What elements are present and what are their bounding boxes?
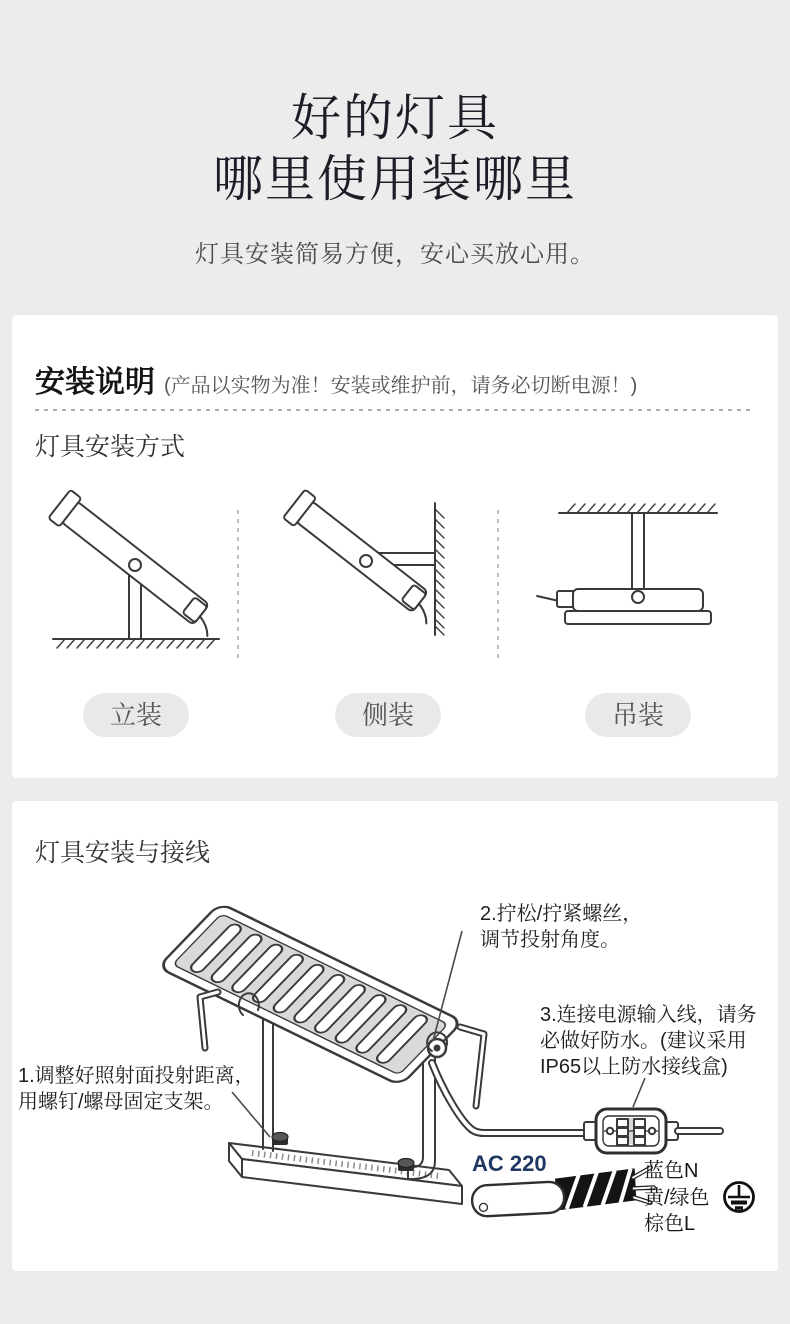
wire-brown-label: 棕色L — [644, 1213, 696, 1235]
install-card-title: 安装说明 — [35, 366, 155, 399]
page-header — [0, 0, 790, 269]
mount-section-title: 灯具安装方式 — [35, 433, 186, 461]
wire-blue-label: 蓝色N — [644, 1160, 699, 1182]
dashed-divider — [35, 409, 755, 411]
method-pill-wall — [335, 693, 441, 737]
step3-note: 3.连接电源输入线，请务 必做好防水。(建议采用 IP65以上防水接线盒) — [540, 1004, 757, 1078]
column-divider — [497, 510, 499, 662]
ground-icon — [725, 1183, 754, 1212]
install-card-note: (产品以实物为准！安装或维护前，请务必切断电源！) — [164, 375, 638, 397]
method-pill-pole — [83, 693, 189, 737]
page-title-line1: 好的灯具 — [291, 90, 499, 146]
step2-note: 2.拧松/拧紧螺丝， 调节投射角度。 — [480, 903, 643, 951]
leader-line-step3 — [633, 1078, 645, 1107]
install-card — [12, 315, 778, 778]
page-subtitle: 灯具安装简易方便，安心买放心用。 — [195, 241, 595, 268]
method-label: 侧装 — [361, 700, 415, 730]
method-label: 吊装 — [611, 700, 665, 730]
wiring-card-title: 灯具安装与接线 — [35, 839, 211, 867]
step1-note: 1.调整好照射面投射距离， 用螺钉/螺母固定支架。 — [18, 1065, 255, 1113]
page-title-line2: 哪里使用装哪里 — [213, 151, 577, 207]
method-label: 立装 — [109, 700, 163, 730]
page-title — [0, 88, 790, 210]
pole-mount-diagram — [31, 487, 241, 672]
ceiling-mount-diagram — [533, 487, 743, 672]
install-card-header — [35, 357, 637, 401]
wall-mount-diagram — [283, 487, 493, 672]
ac-power-label: AC 220 — [472, 1151, 547, 1176]
wire-color-labels — [644, 1158, 710, 1238]
bolt — [272, 1133, 288, 1146]
bolt — [398, 1159, 414, 1172]
method-pill-ceiling — [585, 693, 691, 737]
wiring-card — [12, 801, 778, 1271]
junction-box — [584, 1109, 678, 1153]
wire-yellow-green-label: 黄/绿色 — [644, 1186, 710, 1209]
